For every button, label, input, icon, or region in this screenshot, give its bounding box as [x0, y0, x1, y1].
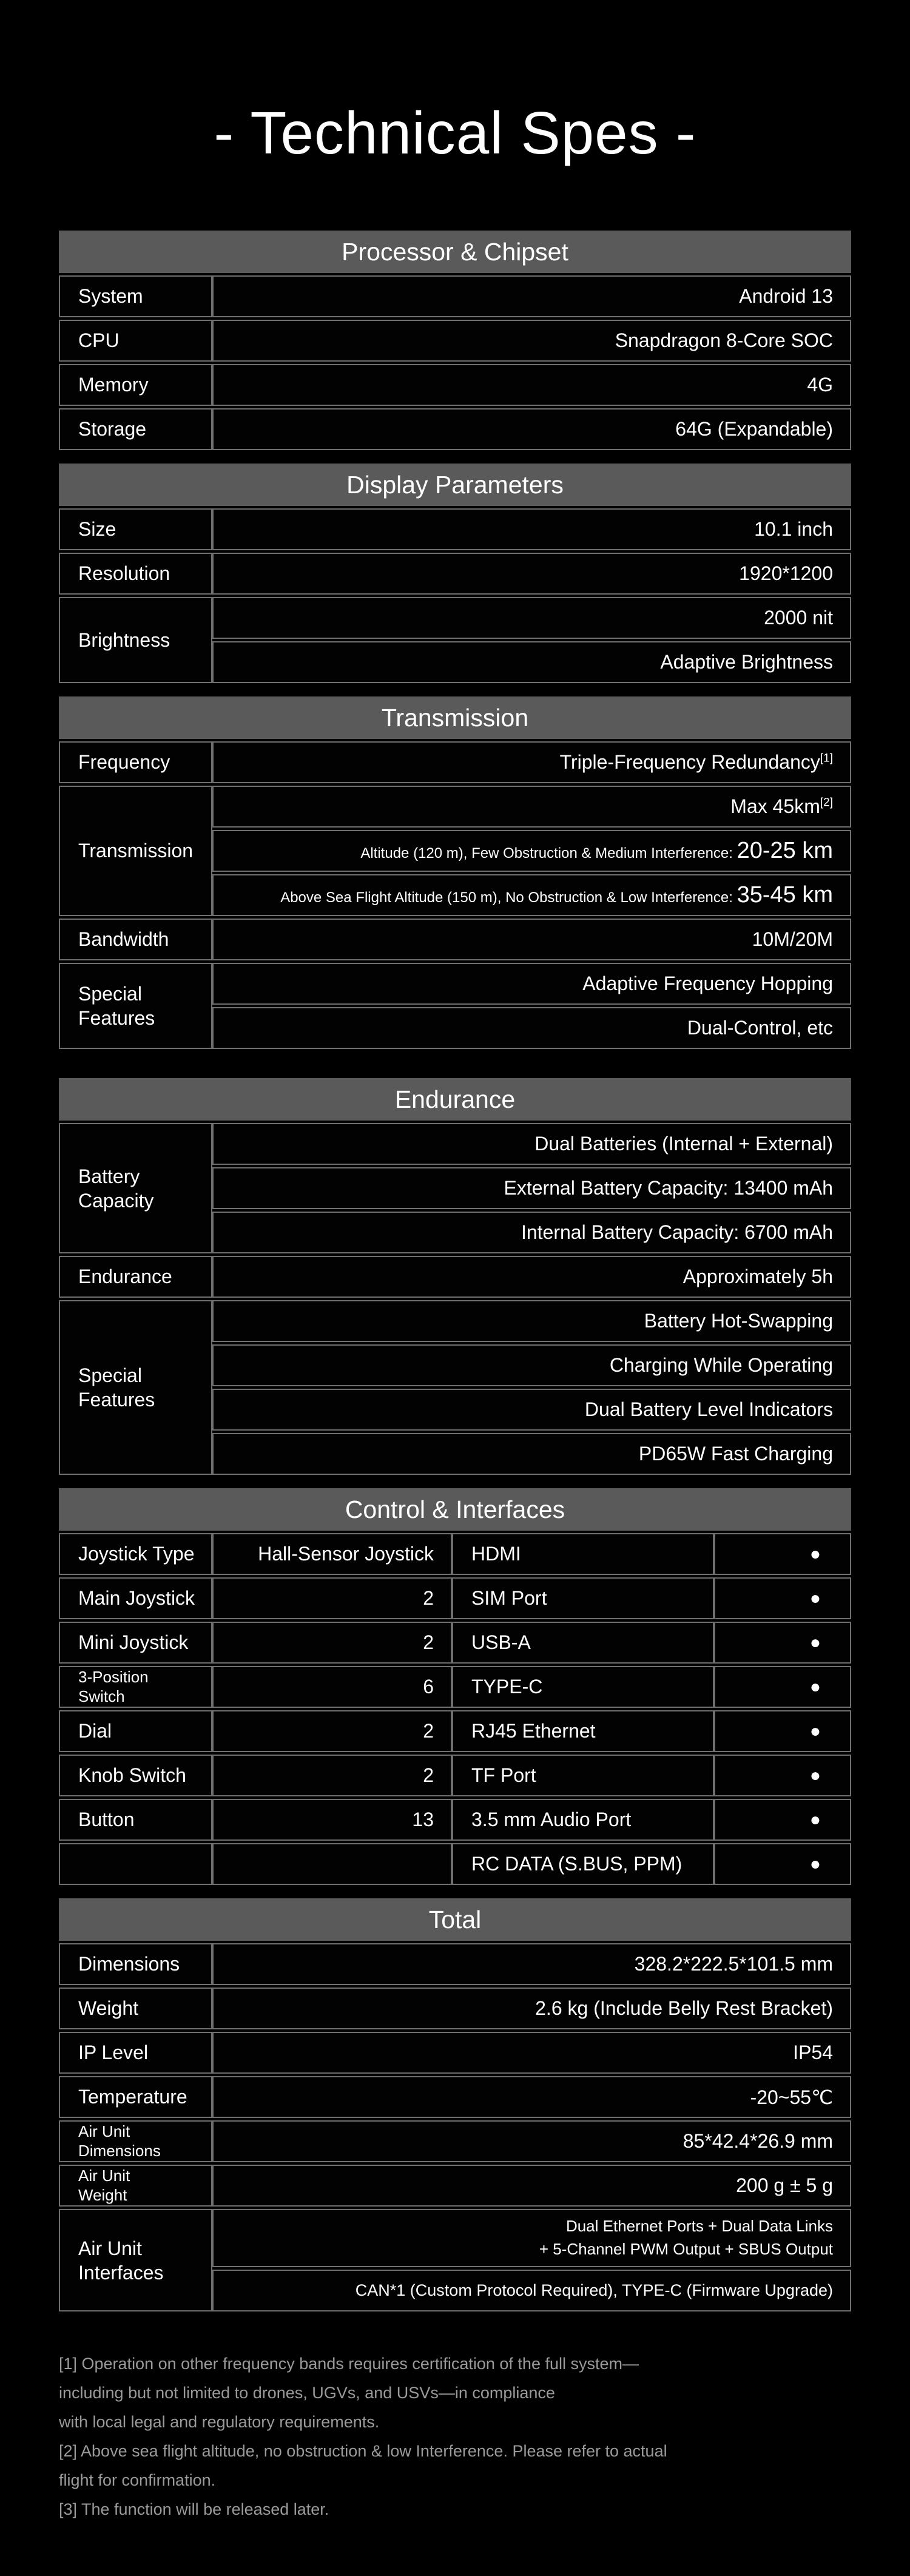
condition-text: Altitude (120 m), Few Obstruction & Medium Interference: [360, 845, 737, 861]
control-label-cell [59, 1577, 212, 1619]
table-row [59, 919, 851, 960]
table-row [59, 408, 851, 450]
control-label-cell [59, 1533, 212, 1575]
range-value: 20-25 km [736, 838, 833, 863]
footnote-line: [3] The function will be released later. [59, 2500, 329, 2518]
table-row [59, 1799, 851, 1841]
value-cell [212, 275, 851, 317]
label-cell [59, 2209, 212, 2311]
value-line: + 5-Channel PWM Output + SBUS Output [539, 2240, 833, 2258]
footnote-line: with local legal and regulatory requirements. [59, 2413, 380, 2431]
value-cell [212, 963, 851, 1005]
label-cell [59, 1256, 212, 1298]
page-title: - Technical Spes - [214, 99, 696, 166]
table-row [59, 1943, 851, 1985]
footnote-line: [1] Operation on other frequency bands requires certification of the full system— [59, 2355, 639, 2373]
row-value: IP54 [793, 2042, 833, 2063]
table-row [59, 2076, 851, 2118]
row-value [280, 882, 833, 908]
value-cell [212, 641, 851, 683]
value-cell [212, 1389, 851, 1431]
interface-label: RJ45 Ethernet [471, 1720, 596, 1742]
interface-label-cell [452, 1666, 714, 1708]
row-label: Brightness [78, 629, 170, 651]
row-value: 10M/20M [752, 928, 833, 950]
interface-available-cell [714, 1622, 851, 1664]
interface-label-cell [452, 1577, 714, 1619]
table-row [59, 2120, 851, 2162]
table-row-group-special-features [59, 1300, 851, 1475]
table-row-group-battery-capacity [59, 1123, 851, 1253]
row-label: Bandwidth [78, 928, 169, 950]
section-header-label: Endurance [394, 1085, 516, 1113]
section-header-label: Transmission [381, 703, 529, 732]
range-value: 35-45 km [736, 882, 833, 908]
table-row-group-special-features [59, 963, 851, 1049]
label-cell [59, 2076, 212, 2118]
included-dot-icon: ● [809, 1543, 821, 1564]
row-label: Weight [78, 1997, 139, 2019]
section-header [59, 1078, 851, 1121]
group-values [212, 786, 851, 916]
label-cell [59, 2165, 212, 2207]
row-label: Storage [78, 418, 147, 440]
label-cell [59, 320, 212, 362]
row-label: Knob Switch [78, 1764, 186, 1786]
interface-label: 3.5 mm Audio Port [471, 1809, 632, 1830]
value-cell [212, 597, 851, 639]
row-label: Temperature [78, 2086, 187, 2108]
interface-available-cell [714, 1755, 851, 1796]
included-dot-icon: ● [809, 1809, 821, 1830]
value-cell [212, 1007, 851, 1049]
table-row [59, 741, 851, 783]
table-row [59, 1666, 851, 1708]
row-label: Special Features [78, 1364, 155, 1411]
value-text: Triple-Frequency Redundancy [559, 751, 820, 773]
label-cell [59, 597, 212, 683]
value-cell [212, 553, 851, 595]
row-label: CPU [78, 329, 120, 351]
row-value: 1920*1200 [739, 562, 833, 584]
row-value: Adaptive Frequency Hopping [582, 973, 833, 994]
row-value: Internal Battery Capacity: 6700 mAh [521, 1221, 833, 1243]
row-label: System [78, 285, 143, 307]
control-label-cell [59, 1843, 212, 1885]
value-cell [212, 508, 851, 550]
row-value: -20~55℃ [750, 2086, 833, 2108]
interface-available-cell [714, 1710, 851, 1752]
interface-available-cell [714, 1533, 851, 1575]
table-row [59, 2165, 851, 2207]
count-value: 6 [423, 1676, 434, 1698]
row-label: Air Unit Interfaces [78, 2237, 164, 2284]
row-value: External Battery Capacity: 13400 mAh [504, 1177, 833, 1199]
label-cell [59, 508, 212, 550]
interface-label: RC DATA (S.BUS, PPM) [471, 1853, 682, 1875]
row-label: Dimensions [78, 1953, 180, 1975]
row-value: 328.2*222.5*101.5 mm [634, 1953, 833, 1975]
row-label: Memory [78, 374, 149, 396]
control-count-cell [212, 1799, 452, 1841]
content-wrap [59, 231, 851, 2524]
section-header-label: Total [428, 1905, 482, 1934]
count-value: Hall-Sensor Joystick [258, 1543, 434, 1565]
table-row [59, 275, 851, 317]
interface-label: USB-A [471, 1631, 531, 1653]
row-value: Dual Battery Level Indicators [584, 1398, 833, 1420]
interface-label: TYPE-C [471, 1676, 543, 1698]
value-line: Dual Ethernet Ports + Dual Data Links [565, 2217, 833, 2236]
table-row [59, 1988, 851, 2029]
condition-text: Above Sea Flight Altitude (150 m), No Obstruction & Low Interference: [280, 889, 737, 906]
row-value: Dual Batteries (Internal + External) [534, 1133, 833, 1155]
interface-label: SIM Port [471, 1587, 547, 1609]
row-label: Button [78, 1809, 135, 1830]
label-cell [59, 2032, 212, 2074]
value-cell [212, 320, 851, 362]
table-row-group-brightness [59, 597, 851, 683]
value-text: Max 45km [730, 795, 820, 817]
table-row [59, 1843, 851, 1885]
footnote-line: including but not limited to drones, UGVs, and USVs—in compliance [59, 2384, 555, 2402]
table-row [59, 1533, 851, 1575]
row-label: Battery Capacity [78, 1165, 154, 1212]
row-label: Mini Joystick [78, 1631, 189, 1653]
count-value: 2 [423, 1587, 434, 1609]
footnote-line: [2] Above sea flight altitude, no obstruction & low Interference. Please refer to actual [59, 2442, 667, 2460]
value-cell [212, 2032, 851, 2074]
control-label-cell [59, 1755, 212, 1796]
row-value [360, 838, 833, 864]
label-cell [59, 275, 212, 317]
row-label: Endurance [78, 1266, 172, 1287]
table-row [59, 1577, 851, 1619]
section-transmission [59, 696, 851, 1049]
label-cell [59, 553, 212, 595]
section-header [59, 1488, 851, 1531]
table-row [59, 2032, 851, 2074]
label-cell [59, 786, 212, 916]
control-count-cell [212, 1666, 452, 1708]
count-value: 13 [412, 1809, 434, 1830]
interface-label-cell [452, 1622, 714, 1664]
footnotes [59, 2349, 851, 2524]
row-label: Air Unit Dimensions [78, 2122, 161, 2160]
row-label: Air Unit Weight [78, 2166, 130, 2204]
row-value: Approximately 5h [682, 1266, 833, 1287]
value-cell [212, 1167, 851, 1209]
control-count-cell [212, 1533, 452, 1575]
section-header [59, 231, 851, 273]
group-values [212, 2209, 851, 2311]
value-cell [212, 1123, 851, 1165]
interface-available-cell [714, 1843, 851, 1885]
table-row [59, 1710, 851, 1752]
value-cell [212, 2120, 851, 2162]
section-header-label: Control & Interfaces [345, 1495, 565, 1523]
row-value: Charging While Operating [609, 1354, 833, 1376]
value-cell [212, 786, 851, 828]
row-label: Frequency [78, 751, 170, 773]
row-value: Dual-Control, etc [687, 1017, 833, 1039]
section-endurance [59, 1078, 851, 1475]
interface-label-cell [452, 1843, 714, 1885]
value-cell [212, 830, 851, 872]
section-header-label: Display Parameters [346, 470, 564, 499]
interface-available-cell [714, 1799, 851, 1841]
row-value [539, 2215, 833, 2261]
table-row [59, 508, 851, 550]
included-dot-icon: ● [809, 1853, 821, 1874]
row-label: Special Features [78, 983, 155, 1029]
value-cell [212, 1300, 851, 1342]
footnote-ref: [1] [820, 752, 833, 765]
label-cell [59, 364, 212, 406]
section-display-parameters [59, 464, 851, 683]
row-value: 200 g ± 5 g [736, 2174, 833, 2196]
value-cell [212, 2270, 851, 2311]
control-count-cell [212, 1622, 452, 1664]
control-count-cell [212, 1577, 452, 1619]
interface-label-cell [452, 1533, 714, 1575]
table-row [59, 1256, 851, 1298]
row-label: IP Level [78, 2042, 149, 2063]
row-value: Snapdragon 8-Core SOC [615, 329, 833, 351]
value-cell [212, 741, 851, 783]
row-value: 4G [807, 374, 833, 396]
included-dot-icon: ● [809, 1721, 821, 1741]
row-value: Battery Hot-Swapping [644, 1310, 833, 1332]
label-cell [59, 963, 212, 1049]
table-row [59, 320, 851, 362]
control-count-cell [212, 1755, 452, 1796]
label-cell [59, 408, 212, 450]
value-cell [212, 919, 851, 960]
section-header [59, 464, 851, 506]
row-label: Joystick Type [78, 1543, 195, 1565]
row-label: Dial [78, 1720, 112, 1742]
value-cell [212, 1256, 851, 1298]
row-value: 85*42.4*26.9 mm [682, 2130, 833, 2152]
interface-label-cell [452, 1710, 714, 1752]
value-cell [212, 1943, 851, 1985]
interface-label: HDMI [471, 1543, 521, 1565]
label-cell [59, 1300, 212, 1475]
row-value [560, 751, 833, 774]
row-value: Android 13 [739, 285, 833, 307]
value-cell [212, 1212, 851, 1253]
section-header-label: Processor & Chipset [342, 237, 568, 266]
group-values [212, 1123, 851, 1253]
value-cell [212, 1988, 851, 2029]
label-cell [59, 741, 212, 783]
table-row-group-air-unit-interfaces [59, 2209, 851, 2311]
included-dot-icon: ● [809, 1765, 821, 1785]
table-row [59, 364, 851, 406]
count-value: 2 [423, 1631, 434, 1653]
row-value: 2000 nit [764, 607, 833, 629]
label-cell [59, 1943, 212, 1985]
control-label-cell [59, 1622, 212, 1664]
interface-available-cell [714, 1666, 851, 1708]
row-value: 10.1 inch [754, 518, 833, 540]
table-row [59, 553, 851, 595]
row-label: Size [78, 518, 116, 540]
value-cell [212, 2076, 851, 2118]
count-value: 2 [423, 1720, 434, 1742]
interface-label: TF Port [471, 1764, 536, 1786]
table-row [59, 1755, 851, 1796]
control-label-cell [59, 1666, 212, 1708]
interface-label-cell [452, 1755, 714, 1796]
value-cell [212, 1433, 851, 1475]
label-cell [59, 2120, 212, 2162]
row-label: Main Joystick [78, 1587, 195, 1609]
footnote-ref: [2] [820, 796, 833, 809]
value-cell [212, 364, 851, 406]
table-row-group-transmission-range [59, 786, 851, 916]
row-value [730, 795, 833, 818]
value-cell [212, 1344, 851, 1386]
footnote-line: flight for confirmation. [59, 2471, 216, 2489]
row-value: 64G (Expandable) [675, 418, 833, 440]
label-cell [59, 1988, 212, 2029]
group-values [212, 1300, 851, 1475]
value-cell [212, 2165, 851, 2207]
label-cell [59, 919, 212, 960]
row-label: Transmission [78, 840, 194, 861]
label-cell [59, 1123, 212, 1253]
included-dot-icon: ● [809, 1588, 821, 1608]
row-label: Resolution [78, 562, 170, 584]
row-value: CAN*1 (Custom Protocol Required), TYPE-C (Firmware Upgrade) [355, 2281, 833, 2299]
value-cell [212, 2209, 851, 2267]
section-control-interfaces [59, 1488, 851, 1885]
interface-available-cell [714, 1577, 851, 1619]
control-count-cell [212, 1710, 452, 1752]
control-label-cell [59, 1799, 212, 1841]
table-row [59, 1622, 851, 1664]
control-label-cell [59, 1710, 212, 1752]
group-values [212, 597, 851, 683]
group-values [212, 963, 851, 1049]
row-value: 2.6 kg (Include Belly Rest Bracket) [535, 1997, 833, 2019]
interface-label-cell [452, 1799, 714, 1841]
row-value: PD65W Fast Charging [638, 1443, 833, 1465]
control-count-cell [212, 1843, 452, 1885]
row-label: 3-Position Switch [78, 1668, 149, 1705]
value-cell [212, 408, 851, 450]
count-value: 2 [423, 1764, 434, 1786]
included-dot-icon: ● [809, 1632, 821, 1653]
row-value: Adaptive Brightness [660, 651, 833, 673]
section-header [59, 1898, 851, 1941]
section-total [59, 1898, 851, 2311]
included-dot-icon: ● [809, 1676, 821, 1697]
section-processor-chipset [59, 231, 851, 450]
section-header [59, 696, 851, 739]
value-cell [212, 874, 851, 916]
